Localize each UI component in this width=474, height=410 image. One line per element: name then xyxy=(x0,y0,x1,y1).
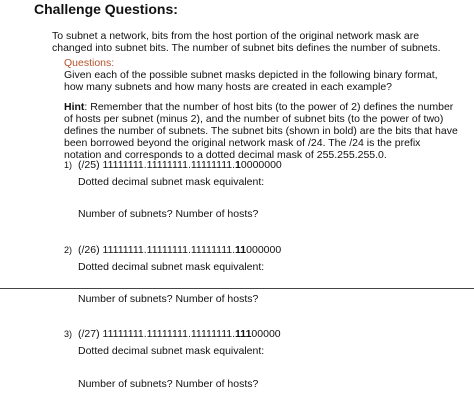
hint-label: Hint xyxy=(64,101,85,113)
questions-label: Questions: xyxy=(64,57,115,69)
question-1-dotted-label: Dotted decimal subnet mask equivalent: xyxy=(78,176,265,188)
page-divider xyxy=(0,288,474,289)
question-2-host-bits: 000000 xyxy=(246,244,282,256)
question-2-prefix: (/26) 11111111.11111111.11111111. xyxy=(78,244,236,256)
question-1-count-label: Number of subnets? Number of hosts? xyxy=(78,208,259,220)
question-1-host-bits: 0000000 xyxy=(240,159,282,171)
question-3-host-bits: 00000 xyxy=(251,328,281,340)
question-3-subnet-bits: 111 xyxy=(235,328,252,340)
question-2-number: 2) xyxy=(64,245,73,255)
question-3-count-label: Number of subnets? Number of hosts? xyxy=(78,378,259,390)
page-title: Challenge Questions: xyxy=(34,1,178,17)
question-1-subnet-bits: 1 xyxy=(235,159,241,171)
question-2-count-label: Number of subnets? Number of hosts? xyxy=(78,293,259,305)
question-2-subnet-bits: 11 xyxy=(235,244,247,256)
questions-text: Given each of the possible subnet masks depicted in the following binary format, how many subnets and how many hosts are created in each example? xyxy=(64,69,438,93)
question-3-dotted-label: Dotted decimal subnet mask equivalent: xyxy=(78,345,265,357)
question-1-number: 1) xyxy=(64,160,73,170)
question-1-prefix: (/25) 11111111.11111111.11111111. xyxy=(78,159,236,171)
question-3-number: 3) xyxy=(64,329,73,339)
question-1-mask xyxy=(64,159,282,171)
question-3-prefix: (/27) 11111111.11111111.11111111. xyxy=(78,328,236,340)
hint-paragraph xyxy=(64,101,460,161)
question-2-dotted-label: Dotted decimal subnet mask equivalent: xyxy=(78,261,265,273)
intro-paragraph: To subnet a network, bits from the host portion of the original network mask are changed into subnet bits. The number of subnet bits defines the number of subnets. xyxy=(52,30,441,54)
hint-text: : Remember that the number of host bits (to the power of 2) defines the number of hosts per subnet (minus 2), and the number of subnet bits (to the power of two) defines the number of subnets. The subnet bits (shown in bold) are the bits that have been borrowed beyond the original network mask of /24. The /24 is the prefix notation and corresponds to a dotted decimal mask of 255.255.255.0. xyxy=(64,101,458,161)
question-3-mask xyxy=(64,328,281,340)
question-2-mask xyxy=(64,244,281,256)
